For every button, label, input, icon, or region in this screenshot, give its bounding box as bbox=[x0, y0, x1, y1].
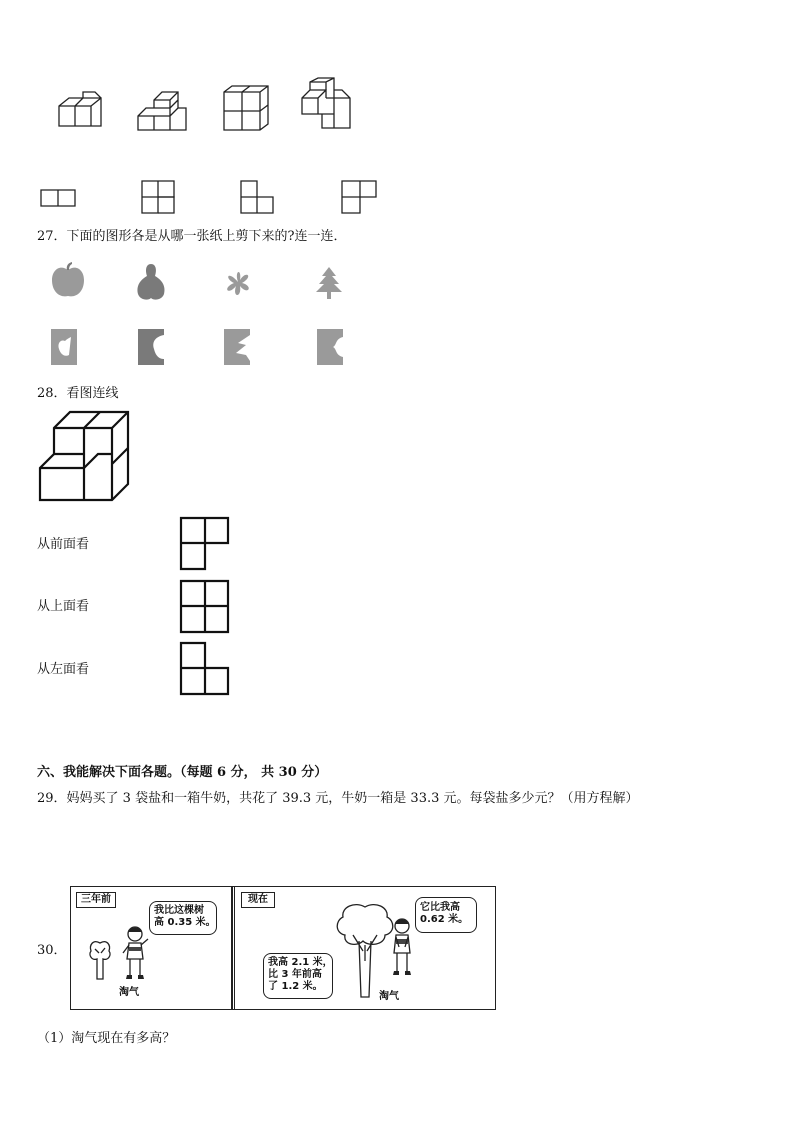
boy-figure-left bbox=[121, 925, 149, 983]
speech-bubble-left: 我比这棵树 高 0.35 米。 bbox=[149, 901, 217, 935]
paper-cutout-2 bbox=[136, 327, 166, 367]
view-label-left: 从左面看 bbox=[37, 662, 90, 677]
small-tree-icon bbox=[87, 937, 113, 981]
tree-shape-icon bbox=[314, 266, 344, 300]
paper-cutout-4 bbox=[315, 327, 345, 367]
q30-number: 30． bbox=[37, 943, 67, 958]
gourd-shape-icon bbox=[134, 262, 168, 302]
name-label-left: 淘气 bbox=[119, 987, 139, 998]
flat-view-2 bbox=[141, 180, 175, 214]
view-label-front: 从前面看 bbox=[37, 537, 90, 552]
q28-prompt: 28．看图连线 bbox=[37, 386, 119, 401]
flat-view-3 bbox=[240, 180, 274, 214]
q29-prompt: 29．妈妈买了 3 袋盐和一箱牛奶，共花了 39.3 元，牛奶一箱是 33.3 元。每袋盐多少元？（用方程解） bbox=[37, 791, 639, 806]
panel-left-tag: 三年前 bbox=[76, 892, 116, 908]
apple-shape-icon bbox=[50, 262, 86, 300]
flat-view-1 bbox=[40, 189, 76, 207]
cube-stack-figure bbox=[38, 410, 130, 506]
paper-cutout-1 bbox=[49, 327, 79, 367]
section6-title: 六、我能解决下面各题。（每题 6 分， 共 30 分） bbox=[37, 765, 328, 780]
boy-figure-right bbox=[389, 917, 415, 981]
view-label-top: 从上面看 bbox=[37, 599, 90, 614]
q27-prompt: 27．下面的图形各是从哪一张纸上剪下来的?连一连． bbox=[37, 229, 347, 244]
name-label-right: 淘气 bbox=[379, 991, 399, 1002]
view-option-2 bbox=[180, 580, 230, 634]
speech-bubble-right: 它比我高 0.62 米。 bbox=[415, 897, 477, 933]
comic-strip bbox=[70, 886, 496, 1010]
q30-sub1: （1）淘气现在有多高？ bbox=[37, 1031, 176, 1046]
cube-solid-2 bbox=[136, 82, 188, 132]
flower-shape-icon bbox=[220, 266, 256, 300]
paper-cutout-3 bbox=[222, 327, 252, 367]
flat-view-4 bbox=[341, 180, 377, 214]
panel-right-tag: 现在 bbox=[241, 892, 275, 908]
view-option-3 bbox=[180, 642, 230, 696]
cube-solid-4 bbox=[300, 78, 354, 130]
big-tree-icon bbox=[333, 901, 397, 999]
cube-solid-1 bbox=[55, 92, 105, 132]
view-option-1 bbox=[180, 517, 230, 571]
cube-solid-3 bbox=[222, 84, 270, 130]
speech-bubble-tree: 我高 2.1 米， 比 3 年前高 了 1.2 米。 bbox=[263, 953, 333, 999]
